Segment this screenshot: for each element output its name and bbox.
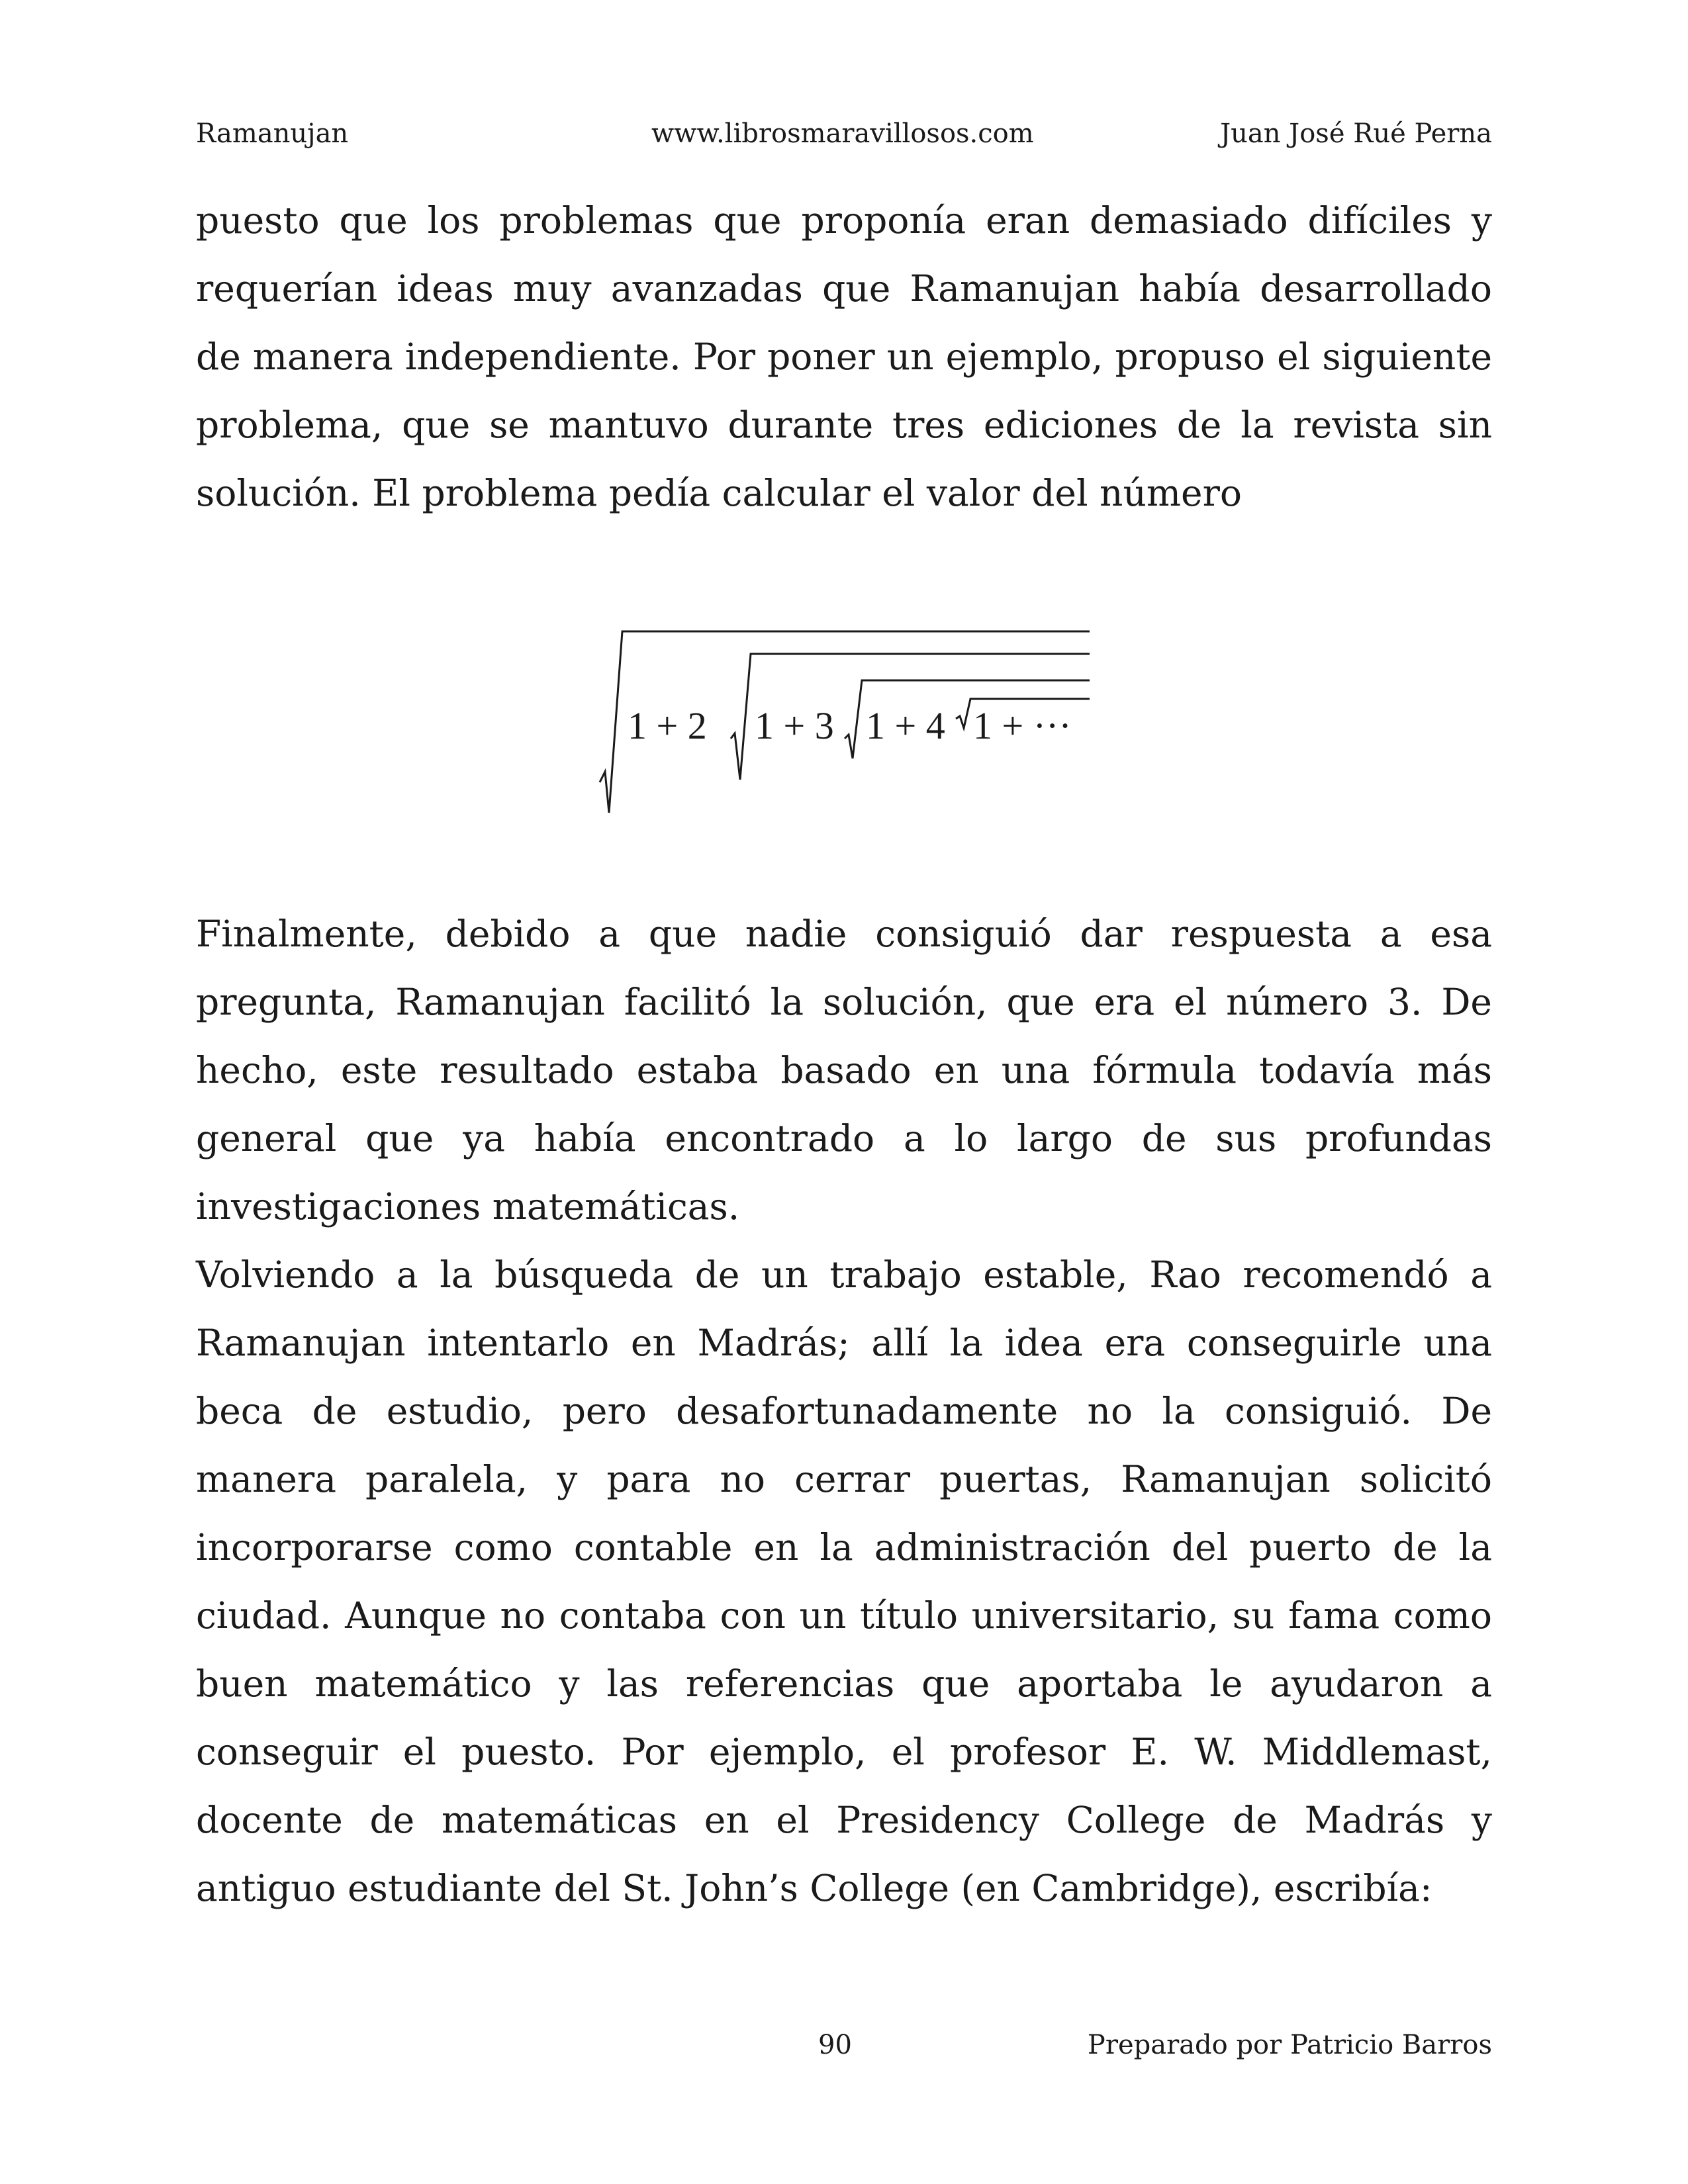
header-website: www.librosmaravillosos.com: [651, 118, 1034, 149]
body-paragraph-2: Finalmente, debido a que nadie consiguió dar respuesta a esa pregunta, Ramanujan facilitó la solución, que era el número 3. De hecho, este resultado estaba basado en una fórmula todavía más general que ya había encontrado a lo largo de sus profundas investigaciones matemáticas.: [196, 913, 1492, 1228]
nested-radical-formula: [593, 626, 1096, 818]
body-paragraph-3: Volviendo a la búsqueda de un trabajo estable, Rao recomendó a Ramanujan intentarlo en Madrás; allí la idea era conseguirle una beca de estudio, pero desafortunadamente no la consiguió. De manera paralela, y para no cerrar puertas, Ramanujan solicitó incorporarse como contable en la administración del puerto de la ciudad. Aunque no contaba con un título universitario, su fama como buen matemático y las referencias que aportaba le ayudaron a conseguir el puesto. Por ejemplo, el profesor E. W. Middlemast, docente de matemáticas en el Presidency College de Madrás y antiguo estudiante del St. John’s College (en Cambridge), escribía:: [196, 1253, 1492, 1909]
formula-term-3: 1 + 4: [866, 704, 945, 747]
formula-term-2: 1 + 3: [755, 704, 834, 747]
body-paragraph-1: puesto que los problemas que proponía eran demasiado difíciles y requerían ideas muy avanzadas que Ramanujan había desarrollado de manera independiente. Por poner un ejemplo, propuso el siguiente problema, que se mantuvo durante tres ediciones de la revista sin solución. El problema pedía calcular el valor del número: [196, 199, 1492, 514]
footer-credit: Preparado por Patricio Barros: [1087, 2030, 1492, 2060]
header-author: Juan José Rué Perna: [1220, 118, 1492, 149]
header-book-title: Ramanujan: [196, 118, 349, 149]
formula-term-4: 1 + ···: [973, 704, 1072, 747]
page-number: 90: [818, 2030, 852, 2060]
page-footer: [196, 2025, 1492, 2065]
page-header: [196, 114, 1492, 154]
formula-term-1: 1 + 2: [628, 704, 707, 747]
